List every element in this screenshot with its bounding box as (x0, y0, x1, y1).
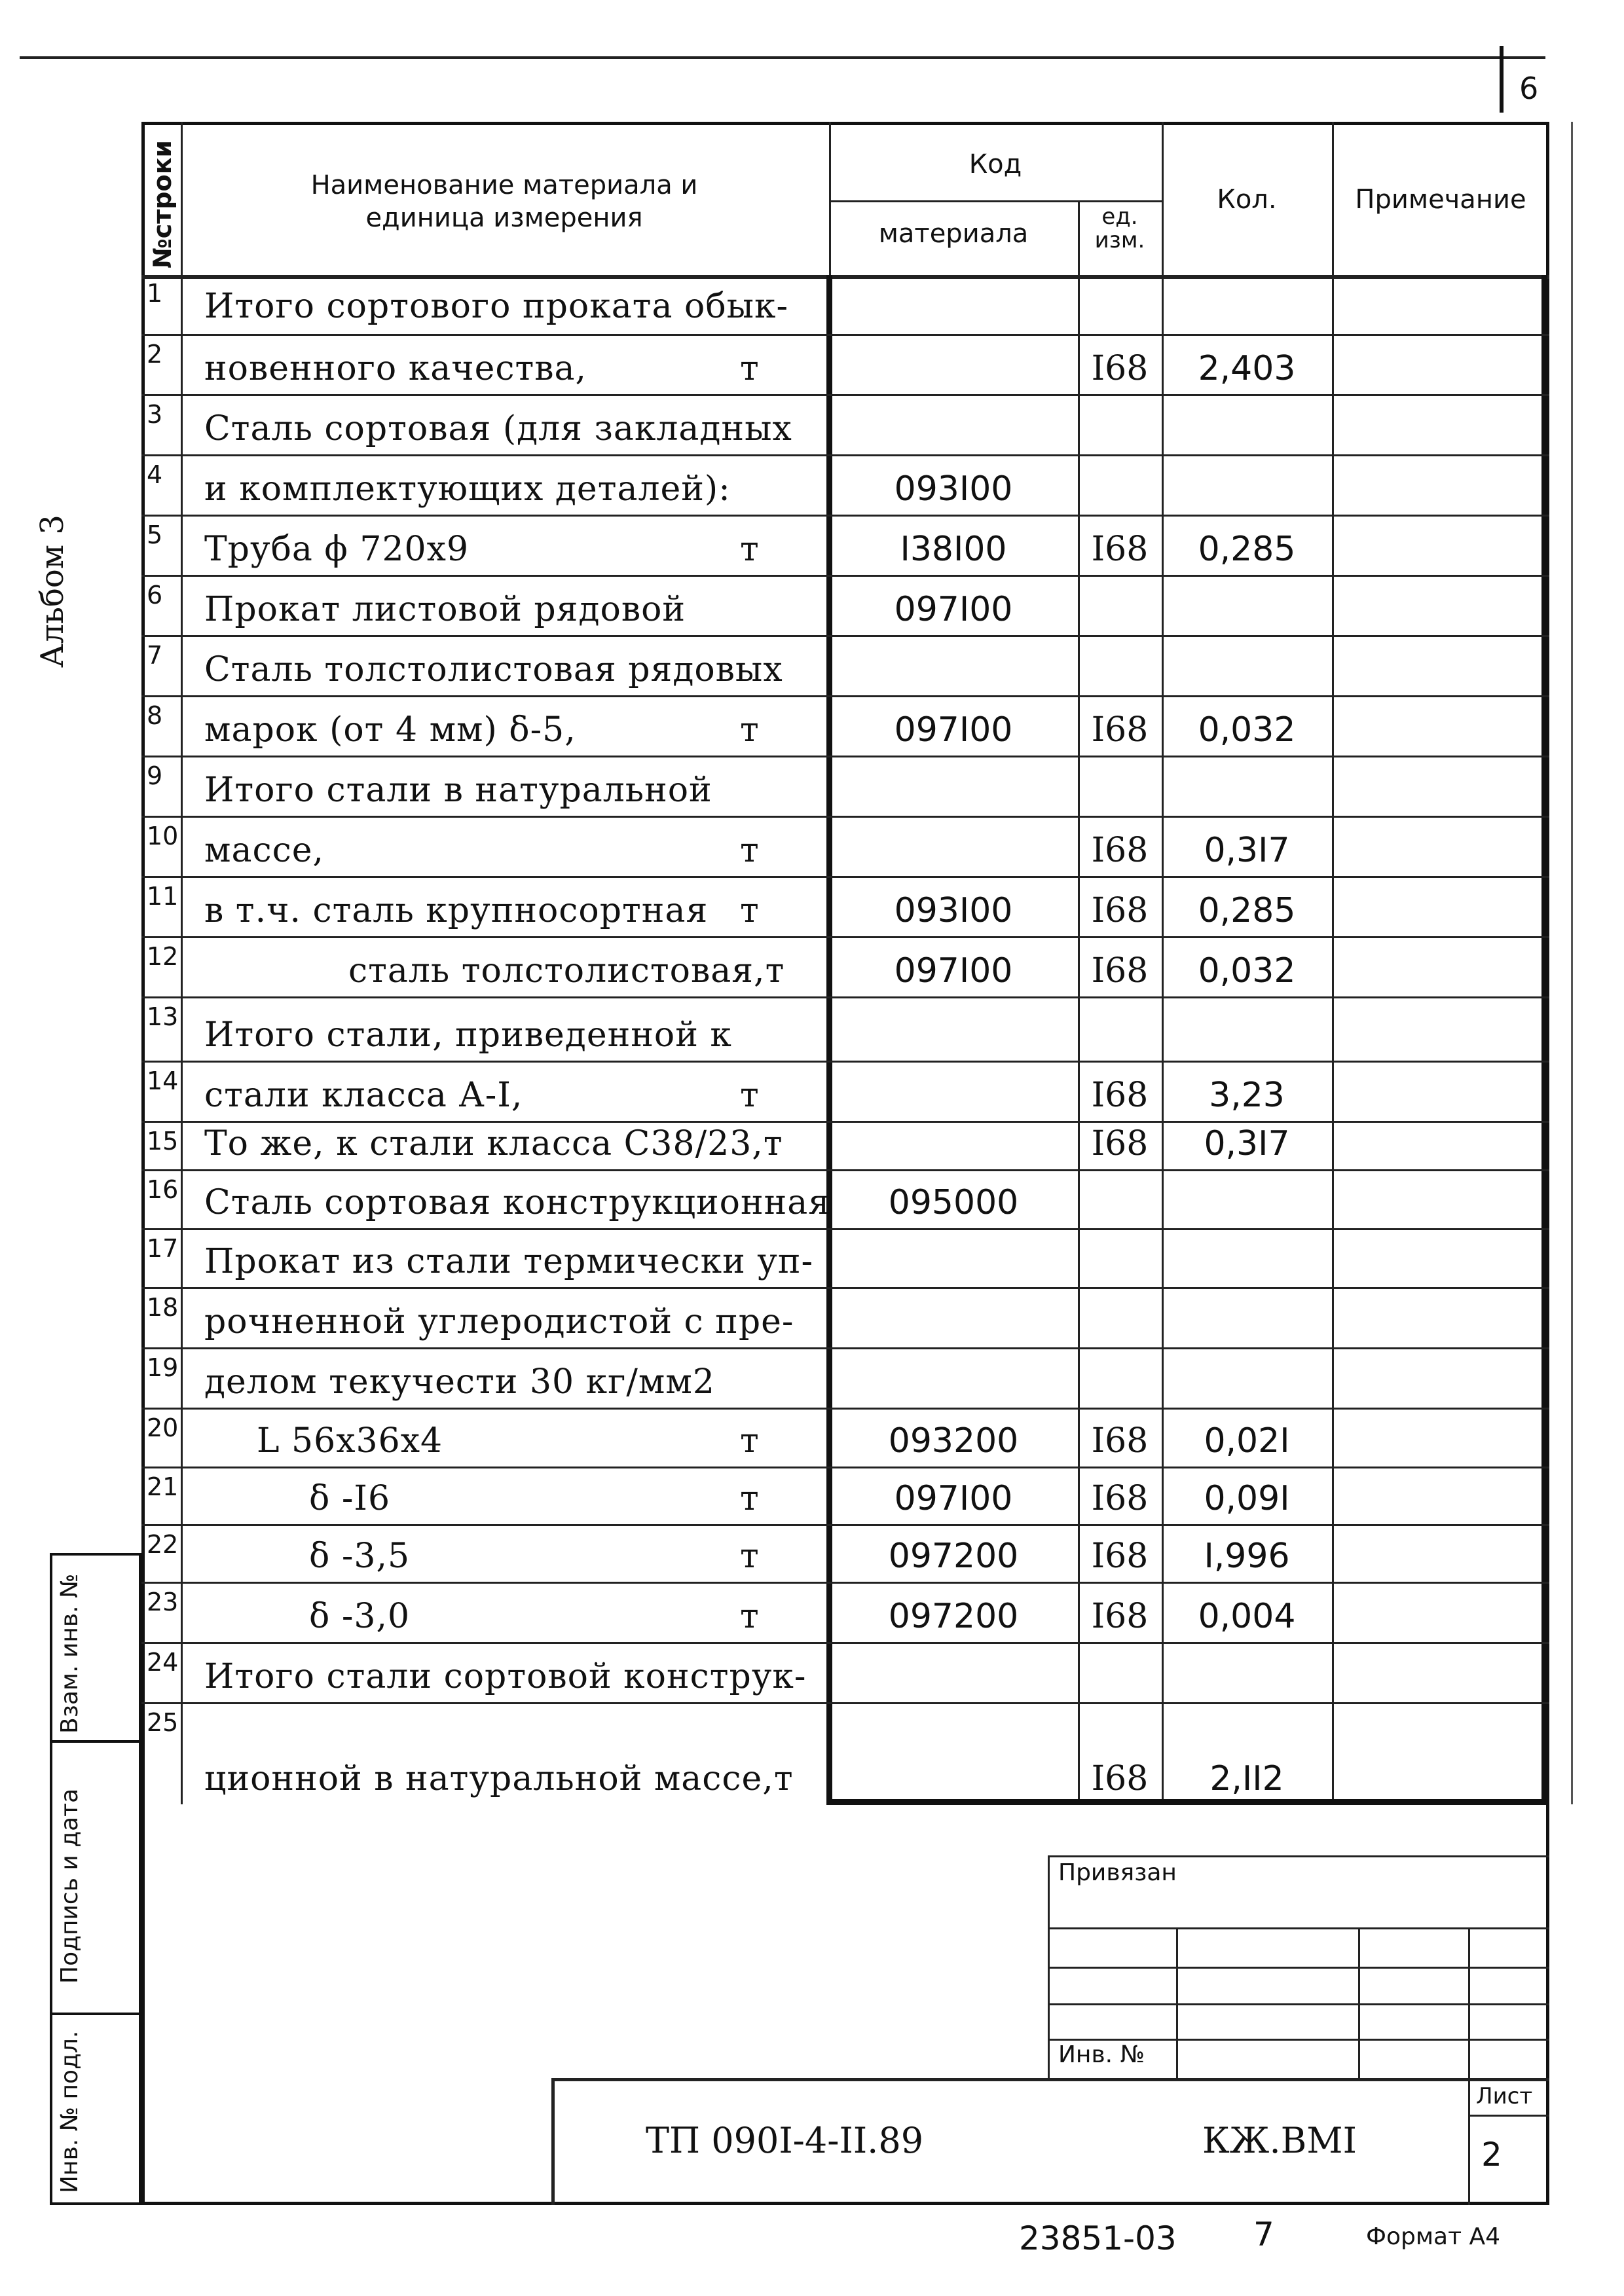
row-number: 20 (147, 1413, 179, 1442)
row-number: 19 (147, 1353, 179, 1382)
table-row (141, 1287, 1549, 1349)
stamp-rule-4 (1048, 2039, 1549, 2041)
material-name: и комплектующих деталей): (204, 469, 731, 509)
material-name: Итого стали в натуральной (204, 771, 712, 810)
quantity: 0,285 (1198, 530, 1296, 569)
material-name: Итого сортового проката обык- (204, 287, 789, 326)
material-code: 097200 (888, 1597, 1019, 1636)
header-note: Примечание (1355, 185, 1526, 215)
material-name: Прокат листовой рядовой (204, 590, 686, 629)
material-name: рочненной углеродистой с пре- (204, 1302, 794, 1341)
table-row (141, 996, 1549, 1063)
side-label-podpis: Подпись и дата (56, 1788, 83, 1984)
table-row (141, 1467, 1549, 1526)
header-code-material: материала (878, 219, 1029, 249)
row-number: 22 (147, 1530, 179, 1559)
unit-code: I68 (1091, 1124, 1149, 1163)
quantity: 0,3I7 (1204, 1124, 1290, 1163)
stamp-col-2 (1358, 1927, 1360, 2078)
material-name: δ -I6 (309, 1479, 391, 1518)
unit-label: т (740, 710, 759, 750)
table-row (141, 515, 1549, 577)
row-number: 11 (147, 882, 179, 911)
material-name: Итого стали, приведенной к (204, 1015, 732, 1055)
row-number: 1 (147, 279, 163, 308)
list-label: Лист (1476, 2083, 1533, 2109)
row-number: 17 (147, 1234, 179, 1263)
table-row (141, 695, 1549, 757)
table-row (141, 816, 1549, 878)
table-row (141, 334, 1549, 396)
document-code: ТП 090I-4-II.89 (646, 2120, 924, 2161)
unit-label: т (740, 891, 759, 930)
row-number: 4 (147, 460, 163, 489)
album-label: Альбом 3 (34, 515, 71, 668)
row-number: 2 (147, 340, 163, 369)
unit-code: I68 (1091, 530, 1149, 569)
format-label: Формат А4 (1366, 2223, 1501, 2250)
table-row (141, 1169, 1549, 1230)
side-label-vzam: Взам. инв. № (56, 1573, 83, 1734)
sheet-number: 7 (1253, 2215, 1274, 2253)
row-number: 7 (147, 641, 163, 670)
row-number: 24 (147, 1648, 179, 1677)
quantity: 0,3I7 (1204, 831, 1290, 870)
unit-code: I68 (1091, 1421, 1149, 1461)
unit-code: I68 (1091, 1076, 1149, 1115)
header-name: Наименование материала и единица измерения (310, 170, 698, 233)
stamp-col-3 (1468, 1927, 1470, 2205)
material-name: делом текучести 30 кг/мм2 (204, 1362, 715, 1402)
material-name: стали класса А-I, (204, 1076, 523, 1115)
quantity: 0,032 (1198, 951, 1296, 991)
material-code: 097I00 (894, 951, 1013, 991)
stamp-top-rule (1048, 1855, 1549, 1857)
material-name: новенного качества, (204, 349, 587, 388)
row-number: 12 (147, 942, 179, 971)
material-name: δ -3,5 (309, 1537, 411, 1576)
unit-label: т (740, 1421, 759, 1461)
document-mark: КЖ.ВМI (1202, 2120, 1357, 2161)
material-code: 095000 (888, 1183, 1019, 1222)
stamp-inv-no: Инв. № (1058, 2041, 1145, 2068)
stamp-rule-2 (1048, 1967, 1549, 1969)
row-number: 10 (147, 822, 179, 850)
page-number: 6 (1519, 71, 1539, 106)
unit-code: I68 (1091, 1479, 1149, 1518)
row-number: 14 (147, 1066, 179, 1095)
row-number: 3 (147, 400, 163, 429)
table-row (141, 936, 1549, 998)
list-rule (1468, 2115, 1549, 2117)
archive-number: 23851-03 (1019, 2219, 1177, 2257)
table-row (141, 1061, 1549, 1123)
unit-code: I68 (1091, 831, 1149, 870)
material-name: Труба ϕ 720х9 (204, 530, 470, 569)
header-qty: Кол. (1217, 185, 1277, 215)
table-row (141, 1228, 1549, 1289)
table-row (141, 1702, 1549, 1806)
material-code: 097I00 (894, 710, 1013, 750)
table-row (141, 1347, 1549, 1410)
table-row (141, 876, 1549, 938)
table-row (141, 1524, 1549, 1584)
stamp-privyazan: Привязан (1058, 1859, 1177, 1886)
table-row (141, 1582, 1549, 1644)
material-name: Сталь сортовая конструкционная (204, 1183, 831, 1222)
material-name: массе, (204, 831, 324, 870)
quantity: I,996 (1204, 1537, 1290, 1576)
unit-label: т (740, 1479, 759, 1518)
stamp-rule-3 (1048, 2003, 1549, 2005)
quantity: 2,II2 (1209, 1759, 1284, 1798)
material-code: 093I00 (894, 891, 1013, 930)
table-row (141, 454, 1549, 517)
quantity: 0,285 (1198, 891, 1296, 930)
material-name: в т.ч. сталь крупносортная (204, 891, 709, 930)
table-row (141, 1121, 1549, 1171)
quantity: 3,23 (1209, 1076, 1285, 1115)
header-row-number: №строки (148, 140, 177, 268)
row-number: 9 (147, 761, 163, 790)
table-row (141, 635, 1549, 697)
quantity: 0,09I (1204, 1479, 1290, 1518)
material-name: сталь толстолистовая,т (348, 951, 785, 991)
row-number: 16 (147, 1175, 179, 1204)
list-number: 2 (1481, 2136, 1502, 2174)
unit-code: I68 (1091, 951, 1149, 991)
material-name: L 56х36х4 (257, 1421, 443, 1461)
table-row (141, 1408, 1549, 1468)
table-row (141, 575, 1549, 637)
material-name: Сталь толстолистовая рядовых (204, 650, 783, 689)
row-number: 25 (147, 1708, 179, 1737)
unit-label: т (740, 349, 759, 388)
material-name: δ -3,0 (309, 1597, 411, 1636)
table-row (141, 756, 1549, 818)
side-label-inv-podl: Инв. № подл. (56, 2030, 83, 2193)
header-code: Код (969, 149, 1022, 179)
unit-label: т (740, 530, 759, 569)
row-number: 5 (147, 520, 163, 549)
material-code: 093I00 (894, 469, 1013, 509)
unit-code: I68 (1091, 891, 1149, 930)
material-name: Прокат из стали термически уп- (204, 1242, 814, 1281)
row-number: 15 (147, 1127, 179, 1156)
row-number: 6 (147, 581, 163, 610)
row-number: 23 (147, 1588, 179, 1616)
top-rule (20, 56, 1545, 59)
quantity: 2,403 (1198, 349, 1296, 388)
unit-label: т (740, 831, 759, 870)
material-name: Сталь сортовая (для закладных (204, 409, 792, 448)
material-code: 093200 (888, 1421, 1019, 1461)
titleblock-top-rule (551, 2078, 1549, 2081)
row-number: 21 (147, 1472, 179, 1501)
quantity: 0,032 (1198, 710, 1296, 750)
material-name: ционной в натуральной массе,т (204, 1759, 794, 1798)
titleblock-left-rule (551, 2078, 555, 2205)
unit-label: т (740, 1076, 759, 1115)
material-code: 097I00 (894, 590, 1013, 629)
material-name: Итого стали сортовой конструк- (204, 1657, 807, 1696)
unit-code: I68 (1091, 349, 1149, 388)
unit-code: I68 (1091, 1537, 1149, 1576)
stamp-col-1 (1176, 1927, 1178, 2078)
material-code: 097200 (888, 1537, 1019, 1576)
quantity: 0,004 (1198, 1597, 1296, 1636)
unit-label: т (740, 1597, 759, 1636)
right-strip (1549, 122, 1573, 1804)
row-number: 8 (147, 701, 163, 730)
unit-label: т (740, 1537, 759, 1576)
stamp-rule-1 (1048, 1927, 1549, 1929)
row-number: 18 (147, 1293, 179, 1322)
table-row (141, 394, 1549, 456)
quantity: 0,02I (1204, 1421, 1290, 1461)
material-code: I38I00 (900, 530, 1007, 569)
material-name: марок (от 4 мм) δ-5, (204, 710, 576, 750)
unit-code: I68 (1091, 1597, 1149, 1636)
unit-code: I68 (1091, 1759, 1149, 1798)
unit-code: I68 (1091, 710, 1149, 750)
page-number-box (1500, 46, 1582, 113)
material-name: То же, к стали класса С38/23,т (204, 1124, 783, 1163)
table-row (141, 275, 1549, 334)
row-number: 13 (147, 1002, 179, 1031)
table-row (141, 1642, 1549, 1704)
code-subheader-rule (829, 200, 1162, 202)
material-code: 097I00 (894, 1479, 1013, 1518)
header-code-unit: ед. изм. (1094, 204, 1145, 253)
